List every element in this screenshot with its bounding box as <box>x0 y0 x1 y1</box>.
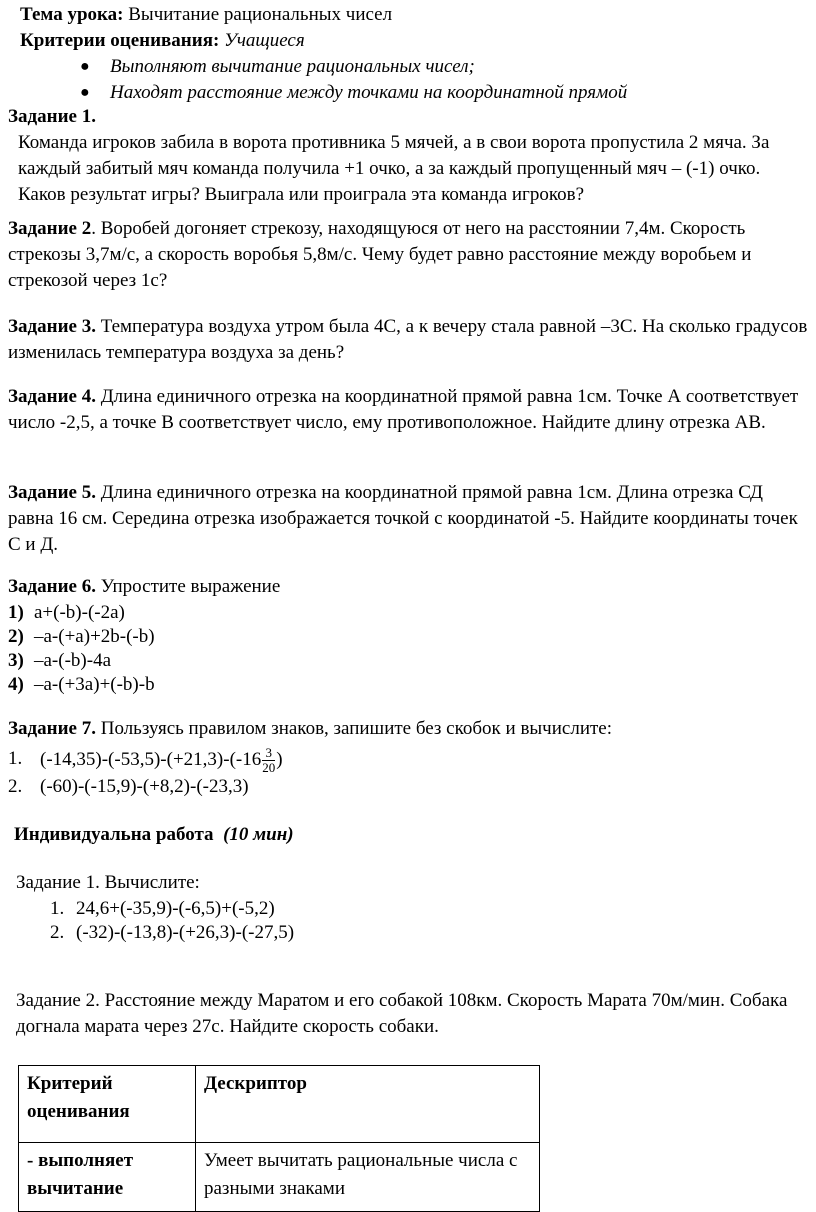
task-1-text: Команда игроков забила в ворота противника 5 мячей, а в свои ворота пропустила 2 мяча. За каждый забитый мяч команда получила +1 очко, а за каждый пропущенный мяч – (-1) очко. Каков результат игры? Выиграла или проиграла эта команда игроков? <box>18 132 770 205</box>
bullet-icon: ● <box>80 58 90 75</box>
table-row <box>19 1066 540 1143</box>
task-2-label: Задание 2 <box>8 218 92 239</box>
task-5 <box>8 480 808 558</box>
item-expression: (-60)-(-15,9)-(+8,2)-(-23,3) <box>40 776 249 797</box>
criteria-label: Критерии оценивания: <box>20 30 220 51</box>
criterion-text: - выполняет вычитание <box>27 1150 134 1199</box>
criteria-value: Учащиеся <box>219 30 305 51</box>
item-expression: 24,6+(-35,9)-(-6,5)+(-5,2) <box>76 898 275 919</box>
expression-text: (-14,35)-(-53,5)-(+21,3)-(-16 <box>40 748 262 770</box>
individual-task-1: Задание 1. Вычислите: <box>16 872 200 893</box>
item-expression: (-32)-(-13,8)-(+26,3)-(-27,5) <box>76 922 295 943</box>
table-cell <box>19 1066 196 1143</box>
criteria-table <box>18 1065 540 1212</box>
task-5-label: Задание 5. <box>8 482 96 503</box>
item-expression: –a-(+3a)+(-b)-b <box>34 674 155 695</box>
fraction-numerator: 3 <box>262 746 275 761</box>
item-expression: –a-(-b)-4a <box>34 650 112 671</box>
task-4 <box>8 384 808 436</box>
bullet-text: Находят расстояние между точками на координатной прямой <box>110 82 628 103</box>
table-cell <box>19 1143 196 1212</box>
expression-close: ) <box>276 748 283 770</box>
table-cell <box>196 1143 540 1212</box>
lesson-topic <box>20 2 392 28</box>
descriptor-text: Умеет вычитать рациональные числа с разными знаками <box>204 1150 518 1199</box>
item-expression: a+(-b)-(-2a) <box>34 602 125 623</box>
task-2 <box>8 216 808 294</box>
task-7 <box>8 716 808 742</box>
item-number: 2) <box>8 626 24 647</box>
item-expression <box>40 746 283 775</box>
task-6-text: Упростите выражение <box>95 576 281 597</box>
header-criterion: Критерий оценивания <box>27 1073 130 1122</box>
item-number: 3) <box>8 650 24 671</box>
bullet-text: Выполняют вычитание рациональных чисел; <box>110 56 475 77</box>
table-row <box>19 1143 540 1212</box>
bullet-icon: ● <box>80 84 90 101</box>
individual-time: (10 мин) <box>223 824 294 845</box>
task-4-text: Длина единичного отрезка на координатной прямой равна 1см. Точке А соответствует число -2,5, а точке В соответствует число, ему противоположное. Найдите длину отрезка АВ. <box>8 386 799 433</box>
fraction <box>262 746 275 775</box>
individual-task-2: Задание 2. Расстояние между Маратом и его собакой 108км. Скорость Марата 70м/мин. Собака догнала марата через 27с. Найдите скорость собаки. <box>16 990 788 1037</box>
individual-title: Индивидуальна работа <box>14 824 214 845</box>
item-number: 2. <box>8 776 23 797</box>
task-2-text: . Воробей догоняет стрекозу, находящуюся от него на расстоянии 7,4м. Скорость стрекозы 3,7м/с, а скорость воробья 5,8м/с. Чему будет равно расстояние между воробьем и стрекозой через 1с? <box>8 218 752 291</box>
task-1 <box>8 104 808 130</box>
item-number: 4) <box>8 674 24 695</box>
item-expression: –a-(+a)+2b-(-b) <box>34 626 155 647</box>
task-3-text: Температура воздуха утром была 4С, а к вечеру стала равной –3С. На сколько градусов изменилась температура воздуха за день? <box>8 316 808 363</box>
task-7-label: Задание 7. <box>8 718 96 739</box>
task-3 <box>8 314 808 366</box>
fraction-denominator: 20 <box>262 760 276 775</box>
criteria-line <box>20 28 305 54</box>
task-1-label: Задание 1. <box>8 106 96 127</box>
table-cell <box>196 1066 540 1143</box>
item-number: 1. <box>8 748 23 769</box>
task-5-text: Длина единичного отрезка на координатной прямой равна 1см. Длина отрезка СД равна 16 см. Середина отрезка изображается точкой с координатой -5. Найдите координаты точек С и Д. <box>8 482 798 555</box>
task-6-label: Задание 6. <box>8 576 96 597</box>
task-6 <box>8 574 808 600</box>
individual-work-title <box>14 822 814 848</box>
task-7-text: Пользуясь правилом знаков, запишите без скобок и вычислите: <box>95 718 613 739</box>
task-4-label: Задание 4. <box>8 386 96 407</box>
item-number: 2. <box>50 922 65 943</box>
header-descriptor: Дескриптор <box>204 1073 307 1094</box>
item-number: 1. <box>50 898 65 919</box>
task-3-label: Задание 3. <box>8 316 96 337</box>
item-number: 1) <box>8 602 24 623</box>
topic-value: Вычитание рациональных чисел <box>123 4 393 25</box>
topic-label: Тема урока: <box>20 4 124 25</box>
